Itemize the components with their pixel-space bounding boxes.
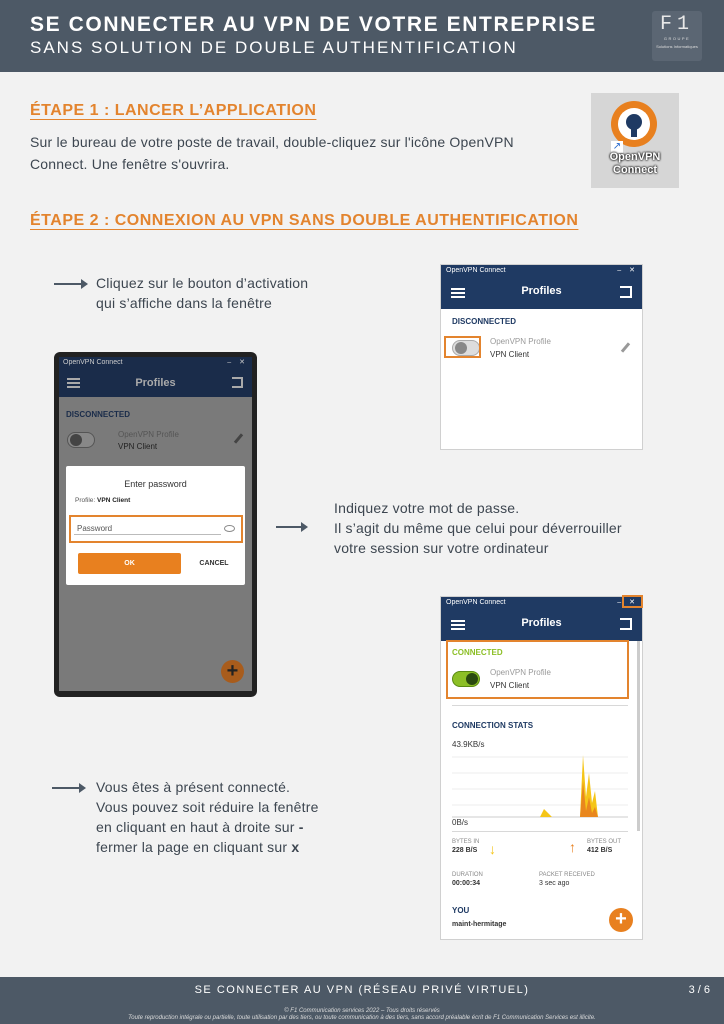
dialog-profile-label: Profile: bbox=[75, 497, 96, 504]
divider bbox=[452, 705, 628, 706]
window-controls[interactable]: – ✕ bbox=[617, 599, 638, 606]
company-logo bbox=[652, 11, 702, 61]
ok-button[interactable]: OK bbox=[78, 553, 181, 574]
duration-label: DURATION bbox=[452, 872, 483, 878]
legal-line: Toute reproduction intégrale ou partielle, toute utilisation par des tiers, ou toute communication à des tiers, sans accord préalable écrit de F1 Communication Services est illicite. bbox=[128, 1015, 596, 1021]
bytes-in-value: 228 B/S bbox=[452, 847, 478, 854]
status-label: DISCONNECTED bbox=[452, 317, 517, 326]
instruction-1-line1: Cliquez sur le bouton d’activation bbox=[96, 275, 309, 291]
phone-screen bbox=[59, 357, 252, 691]
copyright-notice bbox=[0, 1006, 724, 1024]
arrow-up-icon: ↑ bbox=[569, 839, 576, 855]
step2-title: ÉTAPE 2 : CONNEXION AU VPN SANS DOUBLE AUTHENTIFICATION bbox=[30, 212, 579, 229]
instruction-3-line1: Vous êtes à présent connecté. bbox=[96, 779, 291, 795]
copyright-line: © F1 Communication services 2022 – Tous droits réservés bbox=[284, 1008, 440, 1014]
instruction-3-line4 bbox=[96, 837, 299, 857]
window-controls-highlight bbox=[622, 595, 643, 608]
edit-pencil-icon[interactable] bbox=[621, 342, 630, 352]
rate-max-label: 43.9KB/s bbox=[452, 740, 485, 749]
packet-received-value: 3 sec ago bbox=[539, 880, 570, 887]
app-navbar bbox=[441, 276, 642, 309]
instruction-arrow-icon bbox=[54, 283, 86, 285]
you-value: maint-hermitage bbox=[452, 921, 507, 928]
bytes-out-value: 412 B/S bbox=[587, 847, 613, 854]
page-header bbox=[0, 0, 724, 72]
instruction-3-line3-text: en cliquant en haut à droite sur bbox=[96, 819, 299, 835]
profile-name: OpenVPN Profile bbox=[490, 668, 551, 677]
graph-gridlines bbox=[452, 757, 628, 805]
profile-client: VPN Client bbox=[118, 442, 158, 451]
instruction-arrow-icon bbox=[52, 787, 84, 789]
window-controls[interactable]: – ✕ bbox=[227, 359, 248, 366]
instruction-1-line2: qui s’affiche dans la fenêtre bbox=[96, 295, 272, 311]
minimize-symbol: - bbox=[298, 819, 304, 835]
profile-name: OpenVPN Profile bbox=[490, 337, 551, 346]
instruction-3-line3 bbox=[96, 817, 304, 837]
window-title: OpenVPN Connect bbox=[446, 599, 506, 606]
shortcut-arrow-icon: ↗ bbox=[612, 141, 622, 152]
profile-client: VPN Client bbox=[490, 350, 530, 359]
close-symbol: x bbox=[291, 839, 300, 855]
app-navbar bbox=[441, 608, 642, 641]
logo-tagline: Solutions Informatiques bbox=[656, 44, 698, 49]
phone-mockup bbox=[54, 352, 257, 697]
logo-mark: F1 bbox=[659, 13, 694, 36]
show-password-eye-icon[interactable] bbox=[224, 525, 235, 532]
instruction-3-line4-text: fermer la page en cliquant sur bbox=[96, 839, 292, 855]
status-label: CONNECTED bbox=[452, 648, 503, 657]
bytes-out-label: BYTES OUT bbox=[587, 839, 622, 845]
nav-title: Profiles bbox=[521, 617, 562, 629]
connection-stats-title: CONNECTION STATS bbox=[452, 721, 534, 730]
traffic-graph bbox=[452, 751, 628, 819]
step1-text: Sur le bureau de votre poste de travail, double-cliquez sur l'icône OpenVPN Connect. Une fenêtre s'ouvrira. bbox=[30, 134, 514, 172]
logo-sub: GROUPE bbox=[663, 36, 691, 41]
profile-name: OpenVPN Profile bbox=[118, 430, 179, 439]
window-titlebar bbox=[441, 265, 642, 276]
window-titlebar bbox=[59, 357, 252, 369]
window-title: OpenVPN Connect bbox=[63, 359, 123, 366]
dialog-title: Enter password bbox=[124, 479, 187, 489]
window-controls[interactable]: – ✕ bbox=[617, 267, 638, 274]
window-title: OpenVPN Connect bbox=[446, 267, 506, 274]
instruction-2-line3: votre session sur votre ordinateur bbox=[334, 540, 549, 556]
instruction-2-line1: Indiquez votre mot de passe. bbox=[334, 500, 520, 516]
page-subtitle: SANS SOLUTION DE DOUBLE AUTHENTIFICATION bbox=[30, 38, 518, 57]
desktop-icon-label: OpenVPN Connect bbox=[609, 151, 661, 176]
connection-toggle[interactable] bbox=[67, 432, 95, 448]
page-footer bbox=[0, 977, 724, 1006]
you-label: YOU bbox=[452, 906, 470, 915]
dialog-profile bbox=[75, 497, 130, 504]
window-titlebar bbox=[441, 597, 642, 608]
connected-highlight bbox=[446, 640, 629, 699]
duration-value: 00:00:34 bbox=[452, 880, 481, 887]
footer-title: SE CONNECTER AU VPN (RÉSEAU PRIVÉ VIRTUEL) bbox=[194, 984, 530, 996]
cancel-button[interactable]: CANCEL bbox=[191, 553, 237, 574]
instruction-3-line2: Vous pouvez soit réduire la fenêtre bbox=[96, 799, 319, 815]
divider bbox=[452, 831, 628, 832]
add-profile-button[interactable]: + bbox=[221, 660, 244, 683]
import-icon[interactable] bbox=[620, 286, 632, 298]
page-title: SE CONNECTER AU VPN DE VOTRE ENTREPRISE bbox=[30, 13, 597, 36]
openvpn-desktop-icon[interactable] bbox=[591, 93, 679, 188]
nav-title: Profiles bbox=[135, 377, 176, 389]
password-dialog bbox=[66, 466, 245, 585]
import-icon[interactable] bbox=[232, 377, 243, 388]
password-field[interactable] bbox=[69, 515, 243, 543]
profile-client: VPN Client bbox=[490, 681, 530, 690]
edit-pencil-icon[interactable] bbox=[234, 433, 243, 443]
dialog-profile-value: VPN Client bbox=[97, 497, 131, 504]
page-number: 3 / 6 bbox=[688, 984, 710, 996]
import-icon[interactable] bbox=[620, 618, 632, 630]
instruction-arrow-icon bbox=[276, 526, 306, 528]
rate-min-label: 0B/s bbox=[452, 818, 469, 827]
status-label: DISCONNECTED bbox=[66, 410, 131, 419]
add-profile-button[interactable]: + bbox=[609, 908, 633, 932]
bytes-in-label: BYTES IN bbox=[452, 839, 480, 845]
password-placeholder: Password bbox=[77, 524, 113, 533]
app-navbar bbox=[59, 369, 252, 397]
toggle-highlight bbox=[444, 336, 481, 358]
nav-title: Profiles bbox=[521, 285, 562, 297]
arrow-down-icon: ↓ bbox=[489, 841, 496, 857]
instruction-2-line2: Il s’agit du même que celui pour déverrouiller bbox=[334, 520, 622, 536]
scrollbar[interactable] bbox=[637, 641, 640, 831]
field-underline bbox=[74, 534, 221, 535]
step1-title: ÉTAPE 1 : LANCER L’APPLICATION bbox=[30, 102, 317, 119]
packet-received-label: PACKET RECEIVED bbox=[539, 872, 595, 878]
